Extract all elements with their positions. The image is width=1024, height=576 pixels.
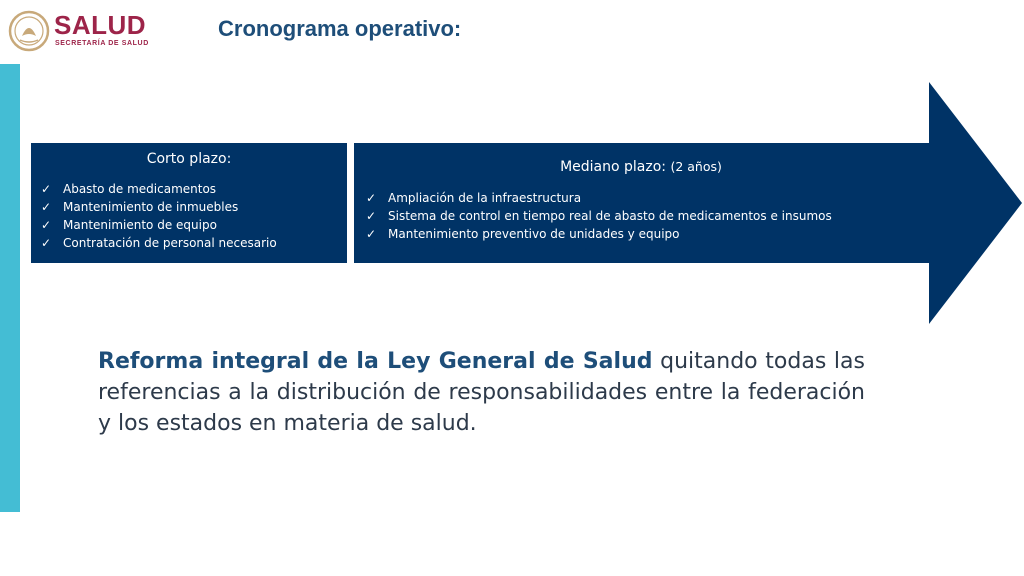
salud-logo <box>8 10 168 54</box>
reform-highlight: Reforma integral de la Ley General de Salud <box>98 349 653 374</box>
checkmark-icon: ✓ <box>41 236 52 250</box>
checkmark-icon: ✓ <box>366 209 377 223</box>
accent-side-bar <box>0 64 20 512</box>
logo-title: SALUD <box>54 10 147 40</box>
logo-subtitle: SECRETARÍA DE SALUD <box>55 40 149 47</box>
list-item-label: Mantenimiento de inmuebles <box>63 200 239 214</box>
page-title: Cronograma operativo: <box>218 16 462 41</box>
medium-term-title-main: Mediano plazo: <box>560 159 667 175</box>
national-seal-icon <box>8 10 50 52</box>
list-item <box>41 234 347 252</box>
medium-term-title-suffix: (2 años) <box>670 159 722 174</box>
checkmark-icon: ✓ <box>366 191 377 205</box>
list-item-label: Sistema de control en tiempo real de abasto de medicamentos e insumos <box>388 209 832 223</box>
short-term-list <box>41 180 347 252</box>
list-item <box>366 225 926 243</box>
medium-term-box <box>356 143 926 263</box>
medium-term-list <box>366 189 926 243</box>
list-item-label: Mantenimiento preventivo de unidades y equipo <box>388 227 680 241</box>
list-item <box>41 180 347 198</box>
reform-rest: quitando todas las referencias a la distribución de responsabilidades entre la federación y los estados en materia de salud. <box>98 349 865 436</box>
list-item-label: Contratación de personal necesario <box>63 236 277 250</box>
checkmark-icon: ✓ <box>41 182 52 196</box>
list-item-label: Mantenimiento de equipo <box>63 218 217 232</box>
list-item <box>366 189 926 207</box>
checkmark-icon: ✓ <box>41 218 52 232</box>
list-item <box>366 207 926 225</box>
reform-statement <box>98 346 865 439</box>
list-item <box>41 216 347 234</box>
list-item-label: Ampliación de la infraestructura <box>388 191 582 205</box>
checkmark-icon: ✓ <box>41 200 52 214</box>
checkmark-icon: ✓ <box>366 227 377 241</box>
list-item <box>41 198 347 216</box>
list-item-label: Abasto de medicamentos <box>63 182 217 196</box>
short-term-box <box>31 143 347 263</box>
short-term-title: Corto plazo: <box>146 151 232 167</box>
medium-term-title <box>356 159 926 175</box>
